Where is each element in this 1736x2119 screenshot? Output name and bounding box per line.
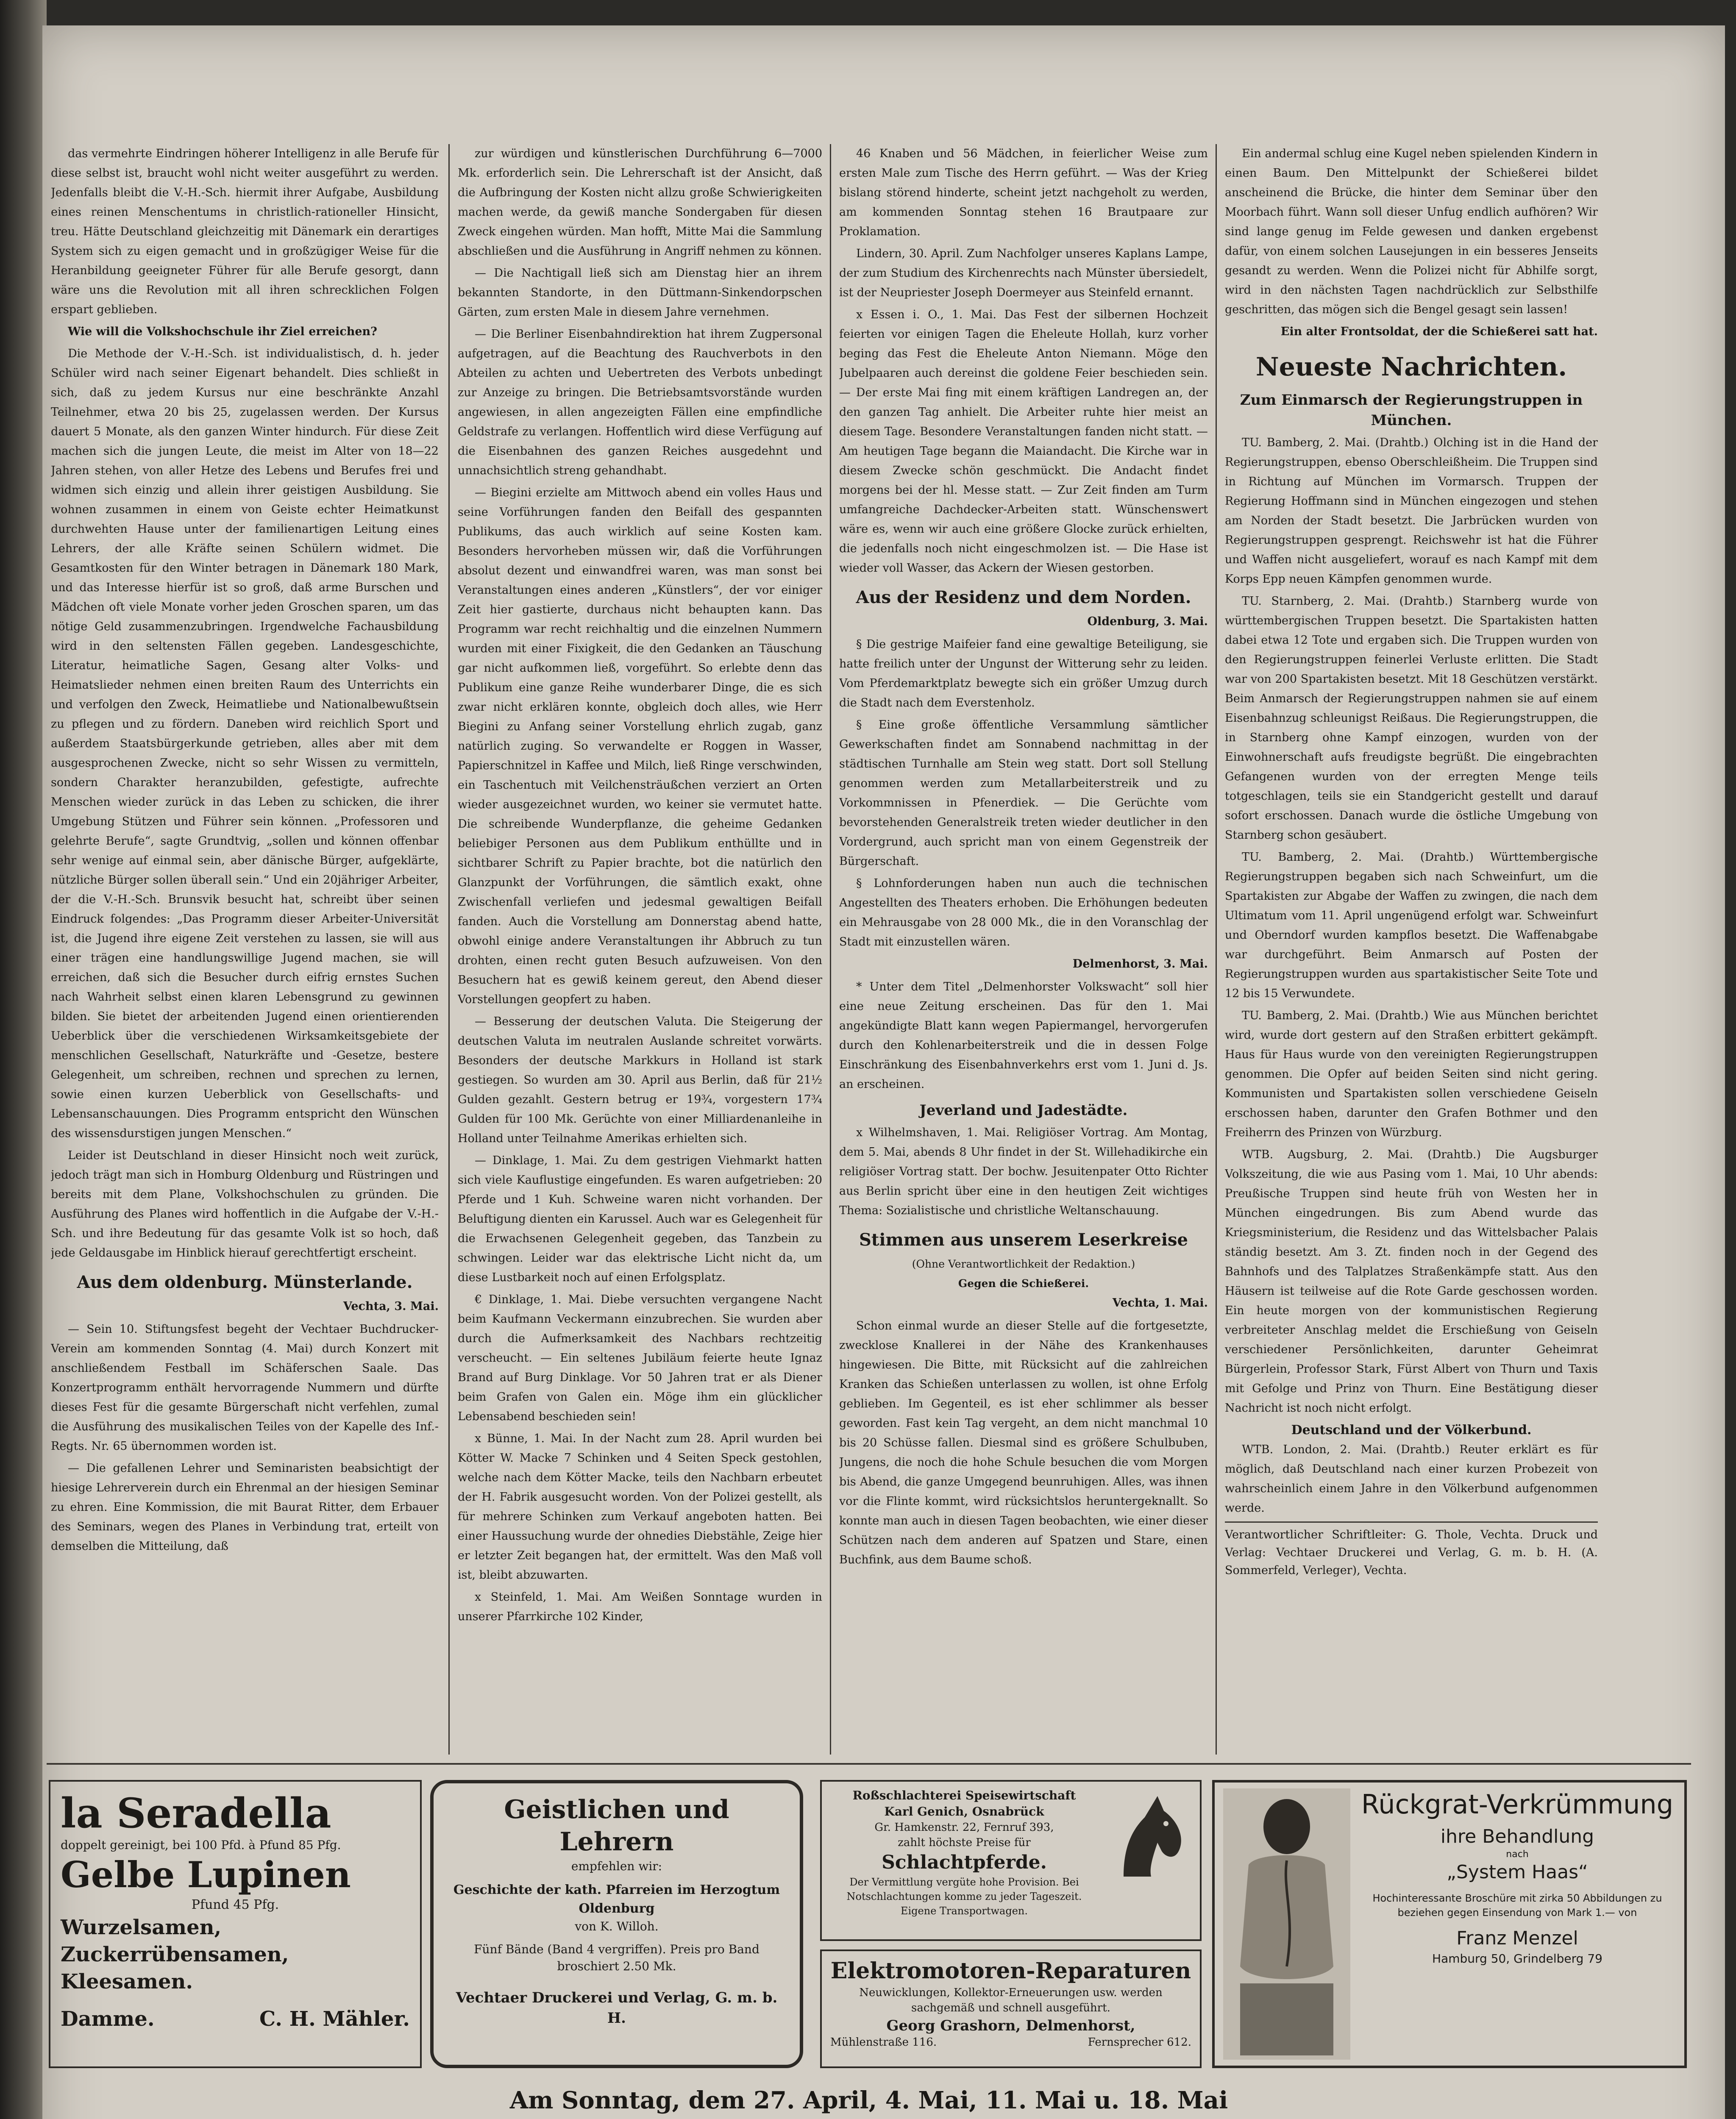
section-heading-residenz: Aus der Residenz und dem Norden.	[856, 587, 1191, 607]
article-paragraph: TU. Bamberg, 2. Mai. (Drahtb.) Olching ist in die Hand der Regierungstruppen, ebenso Oberschleißheim. Die Truppen sind in Richtung auf München im Vormarsch. Truppen der Regierung Hoffmann sind in München eingezogen und stehen am Norden der Stadt besetzt. Die Jarbrücken wurden von Regierungstruppen gesprengt. Reichswehr ist hat die Führer und Waffen nicht ausgeliefert, worauf es nach Kampf mit dem Korps Epp neuen Kämpfen genommen wurde.	[1225, 436, 1598, 586]
horse-head-icon	[1107, 1788, 1191, 1881]
subsection-heading-voelkerbund: Deutschland und der Völkerbund.	[1291, 1423, 1532, 1438]
ad-text: Der Vermittlung vergüte hohe Provision. Bei Notschlachtungen komme zu jeder Tageszeit. Eigene Transportwagen.	[846, 1876, 1082, 1917]
column-rule-2	[830, 144, 831, 1755]
ad-title: Rückgrat-Verkrümmung	[1361, 1789, 1674, 1820]
article-paragraph: TU. Bamberg, 2. Mai. (Drahtb.) Württembergische Regierungstruppen begaben sich nach Schweinfurt, um die Spartakisten zur Abgabe der Waffen zu zwingen, die nach dem Ultimatum vom 11. April ungenügend erfolgt war. Schweinfurt und Oberndorf wurden kampflos besetzt. Die Waffenabgabe war durchgeführt. Beim Anmarsch auf Posten der Regierungstruppen wurden aus spartakistischer Seite Tote und 12 bis 15 Verwundete.	[1225, 851, 1598, 1000]
ad-place: Damme.	[61, 2007, 155, 2031]
ad-schlachtpferde	[820, 1780, 1202, 1941]
article-paragraph: * Unter dem Titel „Delmenhorster Volkswacht“ soll hier eine neue Zeitung erscheinen. Das für den 1. Mai angekündigte Blatt kann wegen Papiermangel, hervorgerufen durch den Kohlenarbeiterstreik und die in dessen Folge Einschränkung des Eisenbahnverkehrs erst vom 1. Juni d. Js. an erscheinen.	[839, 980, 1208, 1091]
editorial-note: (Ohne Verantwortlichkeit der Redaktion.)	[912, 1258, 1135, 1270]
ad-title: Gelbe Lupinen	[61, 1854, 351, 1896]
ad-firm: Franz Menzel	[1456, 1927, 1578, 1949]
article-paragraph: § Lohnforderungen haben nun auch die technischen Angestellten des Theaters erhoben. Die Erhöhungen bedeuten ein Mehrausgabe von 28 000 Mk., die in den Voranschlag der Stadt mit einzustellen wären.	[839, 877, 1208, 948]
column-4	[1225, 144, 1598, 1755]
article-paragraph: x Essen i. O., 1. Mai. Das Fest der silbernen Hochzeit feierten vor einigen Tagen die Eheleute Hollah, kurz vorher beging das Fest die Eheleute Anton Niemann. Möge den Jubelpaaren auch dereinst die goldene Feier beschieden sein. — Der erste Mai fing mit einem kräftigen Landregen an, der den ganzen Tag anhielt. Die Arbeiter ruhte hier meist an diesem Tage. Besondere Veranstaltungen fanden nicht statt. — Am heutigen Tage begann die Maiandacht. Die Kirche war in diesem Zwecke schön geschmückt. Die Andacht findet morgens bei der hl. Messe statt. — Zur Zeit finden am Turm umfangreiche Dachdecker-Arbeiten statt. Wünschenswert wäre es, wenn wir auch eine größere Glocke zurück erhielten, die jedenfalls noch nicht eingeschmolzen ist. — Die Hase ist wieder voll Wasser, das Ackern der Wiesen gestorben.	[839, 308, 1208, 575]
ad-text: empfehlen wir:	[571, 1859, 662, 1873]
ad-address: Hamburg 50, Grindelberg 79	[1432, 1952, 1602, 1966]
ad-geistlichen-lehrern	[430, 1780, 803, 2068]
article-paragraph: Leider ist Deutschland in dieser Hinsicht noch weit zurück, jedoch trägt man sich in Homburg Oldenburg und Rüstringen und bereits mit dem Plane, Volkshochschulen zu gründen. Die Ausführung des Planes wird hoffentlich in die Aufgabe der V.-H.-Sch. und ihre Bedeutung für das gesamte Volk ist so hoch, daß jede Geldausgabe im Hinblick hierauf gerechtfertigt erscheint.	[51, 1149, 439, 1260]
section-heading-leserkreise: Stimmen aus unserem Leserkreise	[859, 1230, 1188, 1250]
article-paragraph: Die Methode der V.-H.-Sch. ist individualistisch, d. h. jeder Schüler wird nach seiner Eigenart behandelt. Dies schließt in sich, daß zu jedem Kursus nur eine beschränkte Anzahl Teilnehmer, etwa 20 bis 25, zugelassen werden. Der Kursus dauert 5 Monate, als den ganzen Winter hindurch. Für diese Zeit machen sich die jungen Leute, die meist im Alter von 18—22 Jahren stehen, von aller Hetze des Lebens und Berufes frei und widmen sich einzig und allein ihrer geistigen Ausbildung. Sie wohnen zusammen in einem von Geiste echter Heimatkunst durchwehten Hause unter der familienartigen Leitung eines Lehrers, der alle Kräfte seinen Schülern widmet. Die Gesamtkosten für den Winter betragen in Dänemark 180 Mark, und das Interesse hierfür ist so groß, daß arme Burschen und Mädchen oft viele Monate vorher jeden Groschen sparen, um das nötige Geld zusammenzubringen. Irgendwelche Fachausbildung wird in den seltensten Fällen gegeben. Landesgeschichte, Literatur, heimatliche Sagen, Gesang alter Volks- und Heimatslieder nehmen einen breiten Raum des Unterrichts ein und verfolgen den Zweck, Heimatliebe und Nationalbewußtsein zu pflegen und zu fördern. Daneben wird reichlich Sport und außerdem Staatsbürgerkunde getrieben, alles aber mit dem ausgesprochenen Zwecke, nicht so sehr Wissen zu vermitteln, sondern Charakter heranzubilden, gefestigte, aufrechte Menschen wieder zurück in das Leben zu schicken, die ihrer Umgebung Stützen und Führer sein können. „Professoren und gelehrte Berufe“, sagte Grundtvig, „sollen und können offenbar sehr wenige auf einmal sein, aber dänische Bürger, aufgeklärte, nützliche Bürger sollen überall sein.“ Und ein 20jähriger Arbeiter, der die V.-H.-Sch. Brunsvik besucht hat, schreibt über seinen Eindruck folgendes: „Das Programm dieser Arbeiter-Universität ist, die Jugend ihre eigene Zeit verstehen zu lassen, sie will aus einer trägen eine handlungswillige Jugend machen, sie will erreichen, daß sich die Besucher durch eifrig ernstes Suchen nach Wahrheit selbst einen klaren Lebensgrund zu gewinnen bilden. Sie bietet der arbeitenden Jugend einen orientierenden Ueberblick über die verschiedenen Wirksamkeitsgebiete der menschlichen Gesellschaft, Naturkräfte und -Gesetze, bestere Gelegenheit, um schreiben, rechnen und sprechen zu lernen, sowie einen kurzen Ueberblick von Gesellschafts- und Lebensanschauungen. Dies Programm entspricht den Wünschen des wissensdurstigen jungen Menschen.“	[51, 347, 439, 1140]
article-paragraph: — Dinklage, 1. Mai. Zu dem gestrigen Viehmarkt hatten sich viele Kauflustige eingefunden. Es waren aufgetrieben: 20 Pferde und 1 Kuh. Schweine waren nicht vorhanden. Der Beluftigung dienten ein Karussel. Auch war es Gelegenheit für die Erwachsenen Gelegenheit gegeben, das Tanzbein zu schwingen. Leider war das elektrische Licht nicht da, um diese Lustbarkeit noch auf einen Erfolgsplatz.	[458, 1154, 822, 1284]
ad-text: Neuwicklungen, Kollektor-Erneuerungen usw. werden sachgemäß und schnell ausgeführt.	[859, 1986, 1163, 2014]
dateline: Delmenhorst, 3. Mai.	[1072, 957, 1208, 971]
article-paragraph: TU. Starnberg, 2. Mai. (Drahtb.) Starnberg wurde von württembergischen Truppen besetzt. Die Spartakisten hatten dabei etwa 12 Tote und ergaben sich. Die Truppen wurden von den Regierungstruppen feinerlei Verluste erlitten. Die Stadt war von 200 Spartakisten besetzt. Mit 18 Geschützen verstärkt. Beim Anmarsch der Regierungstruppen nahmen sie auf einem Eisenbahnzug schleunigst Reißaus. Die Regierungstruppen, die in Starnberg ohne Kampf einzogen, wurden von der Einwohnerschaft aufs freudigste begrüßt. Die eingebrachten Gefangenen wurden von der erregten Menge teils totgeschlagen, teils sie ein Standgericht gestellt und darauf sofort erschossen. Danach wurde die östliche Umgebung von Starnberg schon gesäubert.	[1225, 595, 1598, 842]
book-spine	[0, 0, 47, 2119]
article-paragraph: € Dinklage, 1. Mai. Diebe versuchten vergangene Nacht beim Kaufmann Veckermann einzubrechen. Sie wurden aber durch die Aufmerksamkeit des Nachbars rechtzeitig verscheucht. — Ein seltenes Jubiläum feierte heute Ignaz Brand auf Burg Dinklage. Vor 50 Jahren trat er als Diener beim Grafen von Galen ein. Möge ihm ein glücklicher Lebensabend beschieden sein!	[458, 1293, 822, 1423]
section-heading-jeverland: Jeverland und Jadestädte.	[919, 1102, 1128, 1119]
article-paragraph: x Steinfeld, 1. Mai. Am Weißen Sonntage wurden in unserer Pfarrkirche 102 Kinder,	[458, 1591, 822, 1623]
article-paragraph: — Sein 10. Stiftungsfest begeht der Vechtaer Buchdrucker-Verein am kommenden Sonntag (4. Mai) durch Konzert mit anschließendem Festball im Schäferschen Saale. Das Konzertprogramm enthält hervorragende Nummern und dürfte dieses Fest für die gesamte Bürgerschaft nicht verfehlen, zumal die Ausführung des musikalischen Teiles von der Kapelle des Inf.-Regts. Nr. 65 übernommen worden ist.	[51, 1323, 439, 1453]
article-paragraph: Lindern, 30. April. Zum Nachfolger unseres Kaplans Lampe, der zum Studium des Kirchenrechts nach Münster übersiedelt, ist der Neupriester Joseph Doermeyer aus Steinfeld ernannt.	[839, 247, 1208, 299]
ad-text: Gr. Hamkenstr. 22, Fernruf 393,	[874, 1821, 1054, 1834]
article-paragraph: WTB. Augsburg, 2. Mai. (Drahtb.) Die Augsburger Volkszeitung, die wie aus Pasing vom 1. Mai, 10 Uhr abends: Preußische Truppen sind heute früh von Westen her in München eingedrungen. Bis zum Abend wurde das Kriegsministerium, die Residenz und das Wittelsbacher Palais ständig besetzt. Am 3. Zt. finden noch in der Gegend des Bahnhofs und des Talplatzes Straßenkämpfe statt. Aus den Häusern ist teilweise auf die Rote Garde geschossen worden. Ein heute morgen von der kommunistischen Regierung verbreiteter Anschlag meldet die Erschießung von Geiseln verschiedener Persönlichkeiten, darunter Geheimrat Bürgerlein, Professor Stark, Fürst Albert von Thurn und Taxis mit Gefolge und Prinz von Thurn. Eine Bestätigung dieser Nachricht ist noch nicht erfolgt.	[1225, 1148, 1598, 1415]
ad-text: zahlt höchste Preise für	[898, 1836, 1031, 1849]
article-subheading: Wie will die Volkshochschule ihr Ziel erreichen?	[68, 325, 377, 338]
ad-rueckgrat	[1212, 1780, 1687, 2068]
ad-title: la Seradella	[61, 1789, 331, 1837]
ad-text: Roßschlachterei Speisewirtschaft	[852, 1788, 1076, 1802]
letter-signature: Ein alter Frontsoldat, der die Schießerei satt hat.	[1280, 325, 1598, 338]
ad-text: Fernsprecher 612.	[1088, 2036, 1191, 2049]
article-paragraph: — Besserung der deutschen Valuta. Die Steigerung der deutschen Valuta im neutralen Auslande schreitet vorwärts. Besonders der deutsche Markkurs in Holland ist stark gestiegen. So wurden am 30. April aus Berlin, daß für 21½ Gulden gezahlt. Gestern betrug er 19¾, vorgestern 17¾ Gulden für 100 Mk. Gerüchte von einer Milliardenanleihe in Holland unter Teilnahme Amerikas erhielten sich.	[458, 1015, 822, 1145]
dateline: Vechta, 1. Mai.	[1112, 1296, 1208, 1310]
back-figure-illustration	[1223, 1788, 1350, 2060]
article-paragraph: § Eine große öffentliche Versammlung sämtlicher Gewerkschaften findet am Sonnabend nachmittag in der städtischen Turnhalle am Stein weg statt. Dort soll Stellung genommen werden zum Metallarbeiterstreik und zu Vorkommnissen in Pfenerdiek. — Die Gerüchte vom bevorstehenden Generalstreik treten wieder deutlicher in den Vordergrund, auch spricht man von einem Gegenstreik der Bürgerschaft.	[839, 718, 1208, 868]
subsection-heading-einmarsch: Zum Einmarsch der Regierungstruppen in München.	[1240, 392, 1583, 429]
article-paragraph: zur würdigen und künstlerischen Durchführung 6—7000 Mk. erforderlich sein. Die Lehrerschaft ist der Ansicht, daß die Aufbringung der Kosten nicht allzu große Schwierigkeiten machen werde, da gewiß manche Sondergaben für diesen Zweck eingehen würden. Man hofft, Mitte Mai die Sammlung abschließen und die Ausführung in Angriff nehmen zu können.	[458, 147, 822, 258]
article-paragraph: TU. Bamberg, 2. Mai. (Drahtb.) Wie aus München berichtet wird, wurde dort gestern auf den Straßen erbittert gekämpft. Haus für Haus wurde von den vereinigten Regierungstruppen genommen. Die Opfer auf beiden Seiten sind nicht gering. Kommunisten und Spartakisten sollen verschiedene Geiseln erschossen haben, darunter den Grafen Bothmer und den Freiherrn des Prinzen von Würzburg.	[1225, 1009, 1598, 1139]
ad-text: von K. Willoh.	[575, 1919, 659, 1933]
ad-text: Pfund 45 Pfg.	[191, 1897, 279, 1912]
ad-text: Wurzelsamen, Zuckerrübensamen,	[61, 1916, 289, 1966]
column-rule-3	[1216, 144, 1217, 1755]
ad-text: nach	[1506, 1849, 1529, 1860]
ad-text: Fünf Bände (Band 4 vergriffen). Preis pro Band broschiert 2.50 Mk.	[474, 1942, 760, 1973]
article-paragraph: — Biegini erzielte am Mittwoch abend ein volles Haus und seine Vorführungen fanden den Beifall des gespannten Publikums, das auch wirklich auf seine Kosten kam. Besonders hervorheben müssen wir, daß die Vorführungen absolut dezent und einwandfrei waren, was man sonst bei Veranstaltungen eines anderen „Künstlers“, der vor einiger Zeit hier gastierte, durchaus nicht behaupten kann. Das Programm war recht reichhaltig und die einzelnen Nummern wurden mit einer Fixigkeit, die den Gedanken an Täuschung gar nicht aufkommen ließ, vorgeführt. So erlebte denn das Publikum eine ganze Reihe wunderbarer Dinge, die es sich zwar nicht erklären konnte, obgleich doch alles, wie Herr Biegini zu Anfang seiner Vorstellung ehrlich zugab, ganz natürlich zuging. So verwandelte er Roggen in Wasser, Papierschnitzel in Kaffee und Milch, ließ Ringe verschwinden, ein Taschentuch mit Veilchensträußchen verziert an Orten wieder ausgezeichnet wurden, wo keiner sie vermutet hatte. Die schreibende Wunderpflanze, die geheime Gedanken beliebiger Personen aus dem Publikum enthüllte und in sichtbarer Schrift zu Papier brachte, bot die natürlich den Glanzpunkt der Vorführungen, die sämtlich exakt, ohne Zwischenfall verliefen und jedesmal gewaltigen Beifall fanden. Auch die Vorstellung am Donnerstag abend hatte, obwohl einige andere Veranstaltungen ihr Abbruch zu tun drohten, einen recht guten Besuch aufzuweisen. Von den Besuchern hat es gewiß keinem gereut, den Abend dieser Vorstellungen geopfert zu haben.	[458, 486, 822, 1006]
ad-text: ihre Behandlung	[1440, 1826, 1594, 1847]
ad-text: doppelt gereinigt, bei 100 Pfd. à Pfund 85 Pfg.	[61, 1838, 341, 1852]
article-paragraph: — Die Berliner Eisenbahndirektion hat ihrem Zugpersonal aufgetragen, auf die Beachtung des Rauchverbots in den Abteilen zu achten und Uebertreten des Verbots unbedingt zur Anzeige zu bringen. Die Betriebsamtsvorstände wurden angewiesen, in allen angezeigten Fällen eine empfindliche Geldstrafe zu verlangen. Hoffentlich wird diese Verfügung auf die Eisenbahnen des ganzen Reiches ausgedehnt und unnachsichtlich streng gehandhabt.	[458, 328, 822, 477]
banner-sonntag: Am Sonntag, dem 27. April, 4. Mai, 11. Mai u. 18. Mai	[509, 2086, 1228, 2114]
article-paragraph: — Die Nachtigall ließ sich am Dienstag hier an ihrem bekannten Standorte, in den Düttmann-Sinkendorpschen Gärten, zum ersten Male in diesem Jahre vernehmen.	[458, 267, 822, 319]
dateline: Vechta, 3. Mai.	[343, 1300, 439, 1313]
ad-text: Hochinteressante Broschüre mit zirka 50 Abbildungen zu beziehen gegen Einsendung von Mark 1.— von	[1372, 1892, 1662, 1919]
ad-text: Mühlenstraße 116.	[830, 2036, 937, 2049]
article-paragraph: x Wilhelmshaven, 1. Mai. Religiöser Vortrag. Am Montag, dem 5. Mai, abends 8 Uhr findet in der St. Willehadikirche ein religiöser Vortrag statt. Der bochw. Jesuitenpater Otto Richter aus Berlin spricht über eine in den heutigen Zeit wichtiges Thema: Sozialistische und christliche Weltanschauung.	[839, 1126, 1208, 1217]
ad-firm: Georg Grashorn, Delmenhorst,	[886, 2017, 1135, 2034]
article-paragraph: Ein andermal schlug eine Kugel neben spielenden Kindern in einen Baum. Den Mittelpunkt der Schießerei bildet anscheinend die Brücke, die hinter dem Seminar über den Moorbach führt. Wann soll dieser Unfug endlich aufhören? Wir sind lange genug im Felde gewesen und danken ergebenst dafür, von einem solchen Lausejungen in ein besseres Jenseits gesandt zu werden. Wenn die Polizei nicht für Abhilfe sorgt, wird in den nächsten Tagen nachdrücklich zur Selbsthilfe geschritten, das mögen sich die Bengel gesagt sein lassen!	[1225, 147, 1598, 316]
ad-text: „System Haas“	[1447, 1861, 1588, 1883]
ad-elektromotoren	[820, 1949, 1202, 2068]
article-paragraph: 46 Knaben und 56 Mädchen, in feierlicher Weise zum ersten Male zum Tische des Herrn geführt. — Was der Krieg bislang störend hinderte, scheint jetzt nachgeholt zu werden, am kommenden Sonntag stehen 16 Brautpaare zur Proklamation.	[839, 147, 1208, 238]
ad-title: Schlachtpferde.	[882, 1852, 1047, 1873]
ad-text: Kleesamen.	[61, 1970, 193, 1994]
ad-firm: Vechtaer Druckerei und Verlag, G. m. b. H.	[456, 1989, 778, 2027]
column-1	[51, 144, 439, 1755]
article-paragraph: — Die gefallenen Lehrer und Seminaristen beabsichtigt der hiesige Lehrerverein durch ein Ehrenmal an der hiesigen Seminar zu ehren. Eine Kommission, die mit Baurat Ritter, dem Erbauer des Seminars, wegen des Planes in Verbindung trat, erteilt von demselben die Mitteilung, daß	[51, 1462, 439, 1553]
article-paragraph: § Die gestrige Maifeier fand eine gewaltige Beteiligung, sie hatte freilich unter der Ungunst der Witterung sehr zu leiden. Vom Pferdemarktplatz bewegte sich ein größer Umzug durch die Stadt nach dem Everstenholz.	[839, 638, 1208, 709]
article-paragraph: Schon einmal wurde an dieser Stelle auf die fortgesetzte, zwecklose Knallerei in der Nähe des Krankenhauses hingewiesen. Die Bitte, mit Rücksicht auf die zahlreichen Kranken das Schießen unterlassen zu wollen, ist ohne Erfolg geblieben. Im Gegenteil, es ist eher schlimmer als besser geworden. Fast kein Tag vergeht, an dem nicht manchmal 10 bis 20 Schüsse fallen. Diesmal sind es größere Schulbuben, Jungens, die noch die hohe Schule besuchen die vom Morgen bis Abend, die ganze Umgegend beunruhigen. Alles, was ihnen vor die Flinte kommt, wird rücksichtslos heruntergeknallt. So konnte man auch in diesen Tagen beobachten, wie einer dieser Schützen nach dem anderen auf Spatzen und Stare, einen Buchfink, aus dem Baume schoß.	[839, 1319, 1208, 1566]
article-paragraph: das vermehrte Eindringen höherer Intelligenz in alle Berufe für diese selbst ist, braucht wohl nicht weiter ausgeführt zu werden. Jedenfalls bleibt die V.-H.-Sch. hiermit ihrer Aufgabe, Ausbildung eines reinen Menschentums in christlich-rationeller Hinsicht, treu. Hätte Deutschland gleichzeitig mit Dänemark ein derartiges System sich zu eigen gemacht und in großzügiger Weise für die Heranbildung geeigneter Führer für alle Berufe gesorgt, dann wäre uns die Revolution mit all ihren schrecklichen Folgen erspart geblieben.	[51, 147, 439, 316]
ads-top-rule	[47, 1763, 1691, 1765]
ad-title: Elektromotoren-Reparaturen	[830, 1958, 1191, 1984]
section-heading-neueste-nachrichten: Neueste Nachrichten.	[1255, 352, 1567, 382]
article-paragraph: WTB. London, 2. Mai. (Drahtb.) Reuter erklärt es für möglich, daß Deutschland nach einer kurzen Probezeit von wahrscheinlich einem Jahre in den Völkerbund aufgenommen werde.	[1225, 1443, 1598, 1515]
ad-text: Karl Genich, Osnabrück	[884, 1805, 1044, 1819]
ad-seradella	[49, 1780, 422, 2068]
column-rule-1	[448, 144, 450, 1755]
column-3	[839, 144, 1208, 1755]
ad-text: Geschichte der kath. Pfarreien im Herzogtum Oldenburg	[453, 1883, 780, 1916]
imprint-rule	[1225, 1521, 1598, 1523]
section-heading-muensterland: Aus dem oldenburg. Münsterlande.	[77, 1272, 413, 1292]
letter-subheading: Gegen die Schießerei.	[958, 1277, 1089, 1290]
dateline: Oldenburg, 3. Mai.	[1087, 615, 1208, 628]
ad-title: Geistlichen und Lehrern	[504, 1795, 729, 1857]
column-2	[458, 144, 822, 1755]
imprint: Verantwortlicher Schriftleiter: G. Thole, Vechta. Druck und Verlag: Vechtaer Druckerei und Verlag, G. m. b. H. (A. Sommerfeld, Verleger), Vechta.	[1225, 1528, 1598, 1577]
ad-firm: C. H. Mähler.	[259, 2007, 410, 2031]
article-paragraph: x Bünne, 1. Mai. In der Nacht zum 28. April wurden bei Kötter W. Macke 7 Schinken und 4 Seiten Speck gestohlen, welche nach dem Kötter Macke, teils den Nachbarn erbeutet der H. Fabrik ausgesucht worden. Von der Polizei gestellt, als für mehrere Schinken zum Verkauf angeboten hatten. Bei einer Haussuchung wurde der ohnedies Diebstähle, Zeige hier er letzter Zeit begangen hat, der ermittelt. Was den Maß voll ist, bleibt abzuwarten.	[458, 1432, 822, 1582]
